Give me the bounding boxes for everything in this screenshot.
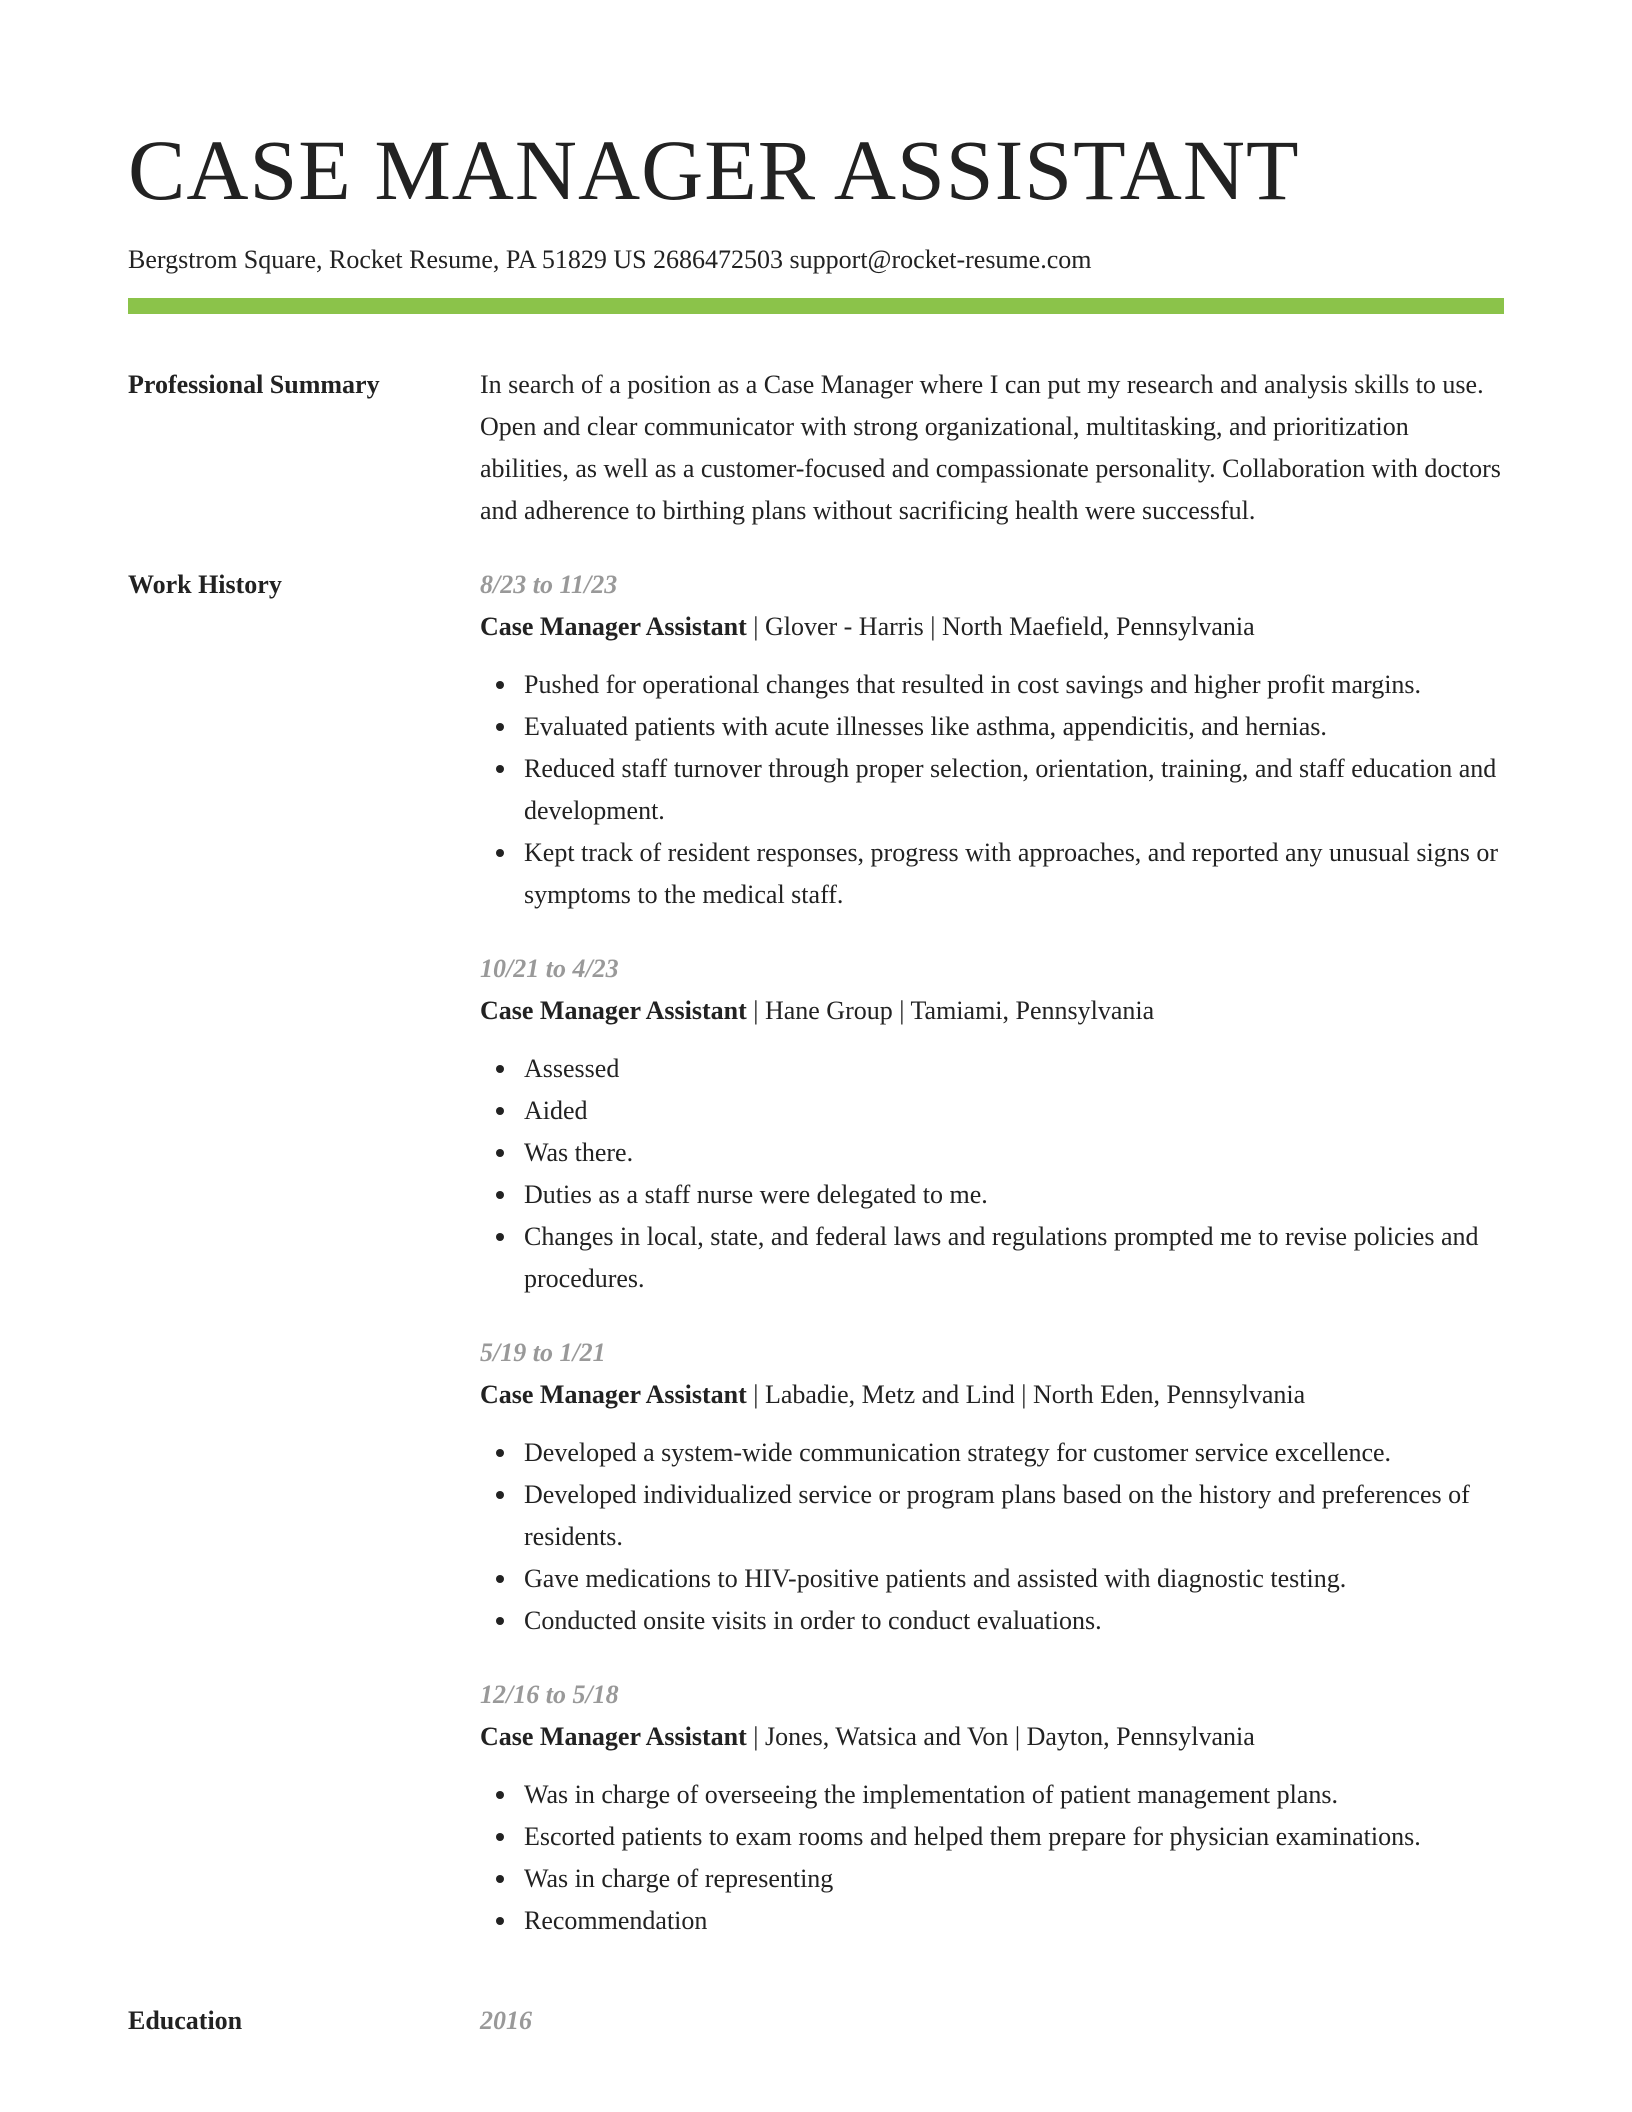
job-bullet: Developed a system-wide communication strategy for customer service excellence.: [524, 1432, 1504, 1474]
job-entry: [480, 564, 1504, 916]
job-bullet: Developed individualized service or program plans based on the history and preferences of residents.: [524, 1474, 1504, 1558]
job-bullet: Was there.: [524, 1132, 1504, 1174]
job-bullet: Reduced staff turnover through proper selection, orientation, training, and staff education and development.: [524, 748, 1504, 832]
job-title: Case Manager Assistant: [480, 1722, 747, 1751]
job-title: Case Manager Assistant: [480, 612, 747, 641]
job-bullet: Was in charge of overseeing the implementation of patient management plans.: [524, 1774, 1504, 1816]
job-bullet: Aided: [524, 1090, 1504, 1132]
job-bullet: Evaluated patients with acute illnesses like asthma, appendicitis, and hernias.: [524, 706, 1504, 748]
job-bullet: Recommendation: [524, 1900, 1504, 1942]
job-title: Case Manager Assistant: [480, 996, 747, 1025]
summary-section: [128, 364, 1504, 532]
section-label-work-history: Work History: [128, 570, 282, 599]
job-bullet: Pushed for operational changes that resulted in cost savings and higher profit margins.: [524, 664, 1504, 706]
header-divider: [128, 298, 1504, 314]
job-bullet: Kept track of resident responses, progress with approaches, and reported any unusual signs or symptoms to the medical staff.: [524, 832, 1504, 916]
job-heading: [480, 606, 1504, 648]
education-date: 2016: [480, 2006, 532, 2035]
education-section: [128, 2000, 1504, 2042]
job-bullet: Escorted patients to exam rooms and helped them prepare for physician examinations.: [524, 1816, 1504, 1858]
job-bullets: [480, 1432, 1504, 1642]
job-bullet: Was in charge of representing: [524, 1858, 1504, 1900]
job-bullets: [480, 664, 1504, 916]
section-label-education: Education: [128, 2006, 243, 2035]
job-bullets: [480, 1048, 1504, 1300]
job-bullet: Duties as a staff nurse were delegated to me.: [524, 1174, 1504, 1216]
job-bullet: Gave medications to HIV-positive patients and assisted with diagnostic testing.: [524, 1558, 1504, 1600]
job-details: | Jones, Watsica and Von | Dayton, Pennsylvania: [746, 1722, 1255, 1751]
resume-title: CASE MANAGER ASSISTANT: [128, 122, 1300, 218]
job-title: Case Manager Assistant: [480, 1380, 747, 1409]
job-heading: [480, 990, 1504, 1032]
summary-text: In search of a position as a Case Manager where I can put my research and analysis skills to use. Open and clear communicator with strong organizational, multitasking, and prioritization abilities, as well as a customer-focused and compassionate personality. Collaboration with doctors and adherence to birthing plans without sacrificing health were successful.: [480, 370, 1501, 525]
job-heading: [480, 1716, 1504, 1758]
job-details: | Glover - Harris | North Maefield, Pennsylvania: [746, 612, 1255, 641]
job-date: 12/16 to 5/18: [480, 1680, 619, 1709]
job-bullet: Assessed: [524, 1048, 1504, 1090]
job-bullet: Conducted onsite visits in order to conduct evaluations.: [524, 1600, 1504, 1642]
job-date: 8/23 to 11/23: [480, 570, 618, 599]
job-entry: [480, 948, 1504, 1300]
job-heading: [480, 1374, 1504, 1416]
resume-page: [128, 120, 1504, 2042]
job-bullets: [480, 1774, 1504, 1942]
job-entry: [480, 1674, 1504, 1942]
section-label-summary: Professional Summary: [128, 370, 380, 399]
job-details: | Labadie, Metz and Lind | North Eden, Pennsylvania: [746, 1380, 1306, 1409]
job-details: | Hane Group | Tamiami, Pennsylvania: [746, 996, 1155, 1025]
work-history-section: [128, 564, 1504, 1974]
job-date: 5/19 to 1/21: [480, 1338, 606, 1367]
job-entry: [480, 1332, 1504, 1642]
job-bullet: Changes in local, state, and federal laws and regulations prompted me to revise policies and procedures.: [524, 1216, 1504, 1300]
contact-line: Bergstrom Square, Rocket Resume, PA 51829 US 2686472503 support@rocket-resume.com: [128, 245, 1092, 274]
job-date: 10/21 to 4/23: [480, 954, 619, 983]
